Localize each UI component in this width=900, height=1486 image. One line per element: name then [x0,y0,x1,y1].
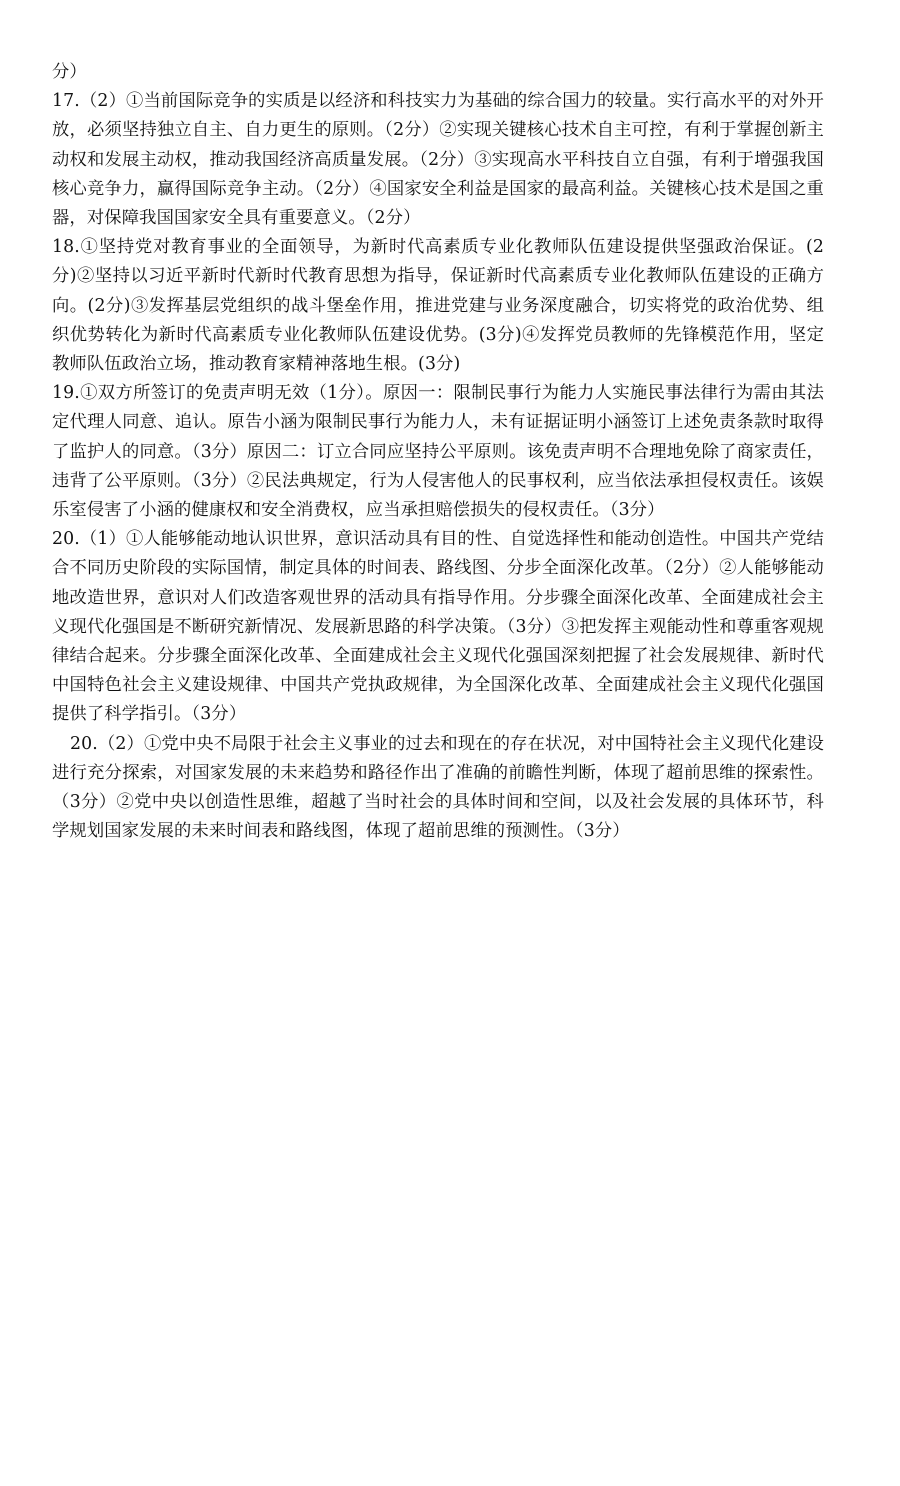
answer-20-part-2: 20.（2）①党中央不局限于社会主义事业的过去和现在的存在状况，对中国特社会主义现代化建设进行充分探索，对国家发展的未来趋势和路径作出了准确的前瞻性判断，体现了超前思维的探索性。（3分）②党中央以创造性思维，超越了当时社会的具体时间和空间，以及社会发展的具体环节，科学规划国家发展的未来时间表和路线图，体现了超前思维的预测性。（3分） [52,733,824,842]
answer-19: 19.①双方所签订的免责声明无效（1分）。原因一：限制民事行为能力人实施民事法律行为需由其法定代理人同意、追认。原告小涵为限制民事行为能力人，未有证据证明小涵签订上述免责条款时取得了监护人的同意。（3分）原因二：订立合同应坚持公平原则。该免责声明不合理地免除了商家责任，违背了公平原则。（3分）②民法典规定，行为人侵害他人的民事权利，应当依法承担侵权责任。该娱乐室侵害了小涵的健康权和安全消费权，应当承担赔偿损失的侵权责任。（3分） [52,383,825,521]
answer-20-part-1: 20.（1）①人能够能动地认识世界，意识活动具有目的性、自觉选择性和能动创造性。中国共产党结合不同历史阶段的实际国情，制定具体的时间表、路线图、分步全面深化改革。（2分）②人能够能动地改造世界，意识对人们改造客观世界的活动具有指导作用。分步骤全面深化改革、全面建成社会主义现代化强国是不断研究新情况、发展新思路的科学决策。（3分）③把发挥主观能动性和尊重客观规律结合起来。分步骤全面深化改革、全面建成社会主义现代化强国深刻把握了社会发展规律、新时代中国特色社会主义建设规律、中国共产党执政规律，为全国深化改革、全面建成社会主义现代化强国提供了科学指引。（3分） [52,529,824,725]
answer-17-part-2: 17.（2）①当前国际竞争的实质是以经济和科技实力为基础的综合国力的较量。实行高水平的对外开放，必须坚持独立自主、自力更生的原则。（2分）②实现关键核心技术自主可控，有利于掌握创新主动权和发展主动权，推动我国经济高质量发展。（2分）③实现高水平科技自立自强，有利于增强我国核心竞争力，赢得国际竞争主动。（2分）④国家安全利益是国家的最高利益。关键核心技术是国之重器，对保障我国国家安全具有重要意义。（2分） [52,91,824,229]
answer-16-continuation: 分） [52,62,87,82]
answer-18: 18.①坚持党对教育事业的全面领导，为新时代高素质专业化教师队伍建设提供坚强政治保证。(2分)②坚持以习近平新时代新时代教育思想为指导，保证新时代高素质专业化教师队伍建设的正确方向。(2分)③发挥基层党组织的战斗堡垒作用，推进党建与业务深度融合，切实将党的政治优势、组织优势转化为新时代高素质专业化教师队伍建设优势。(3分)④发挥党员教师的先锋模范作用，坚定教师队伍政治立场，推动教育家精神落地生根。(3分) [52,237,824,375]
